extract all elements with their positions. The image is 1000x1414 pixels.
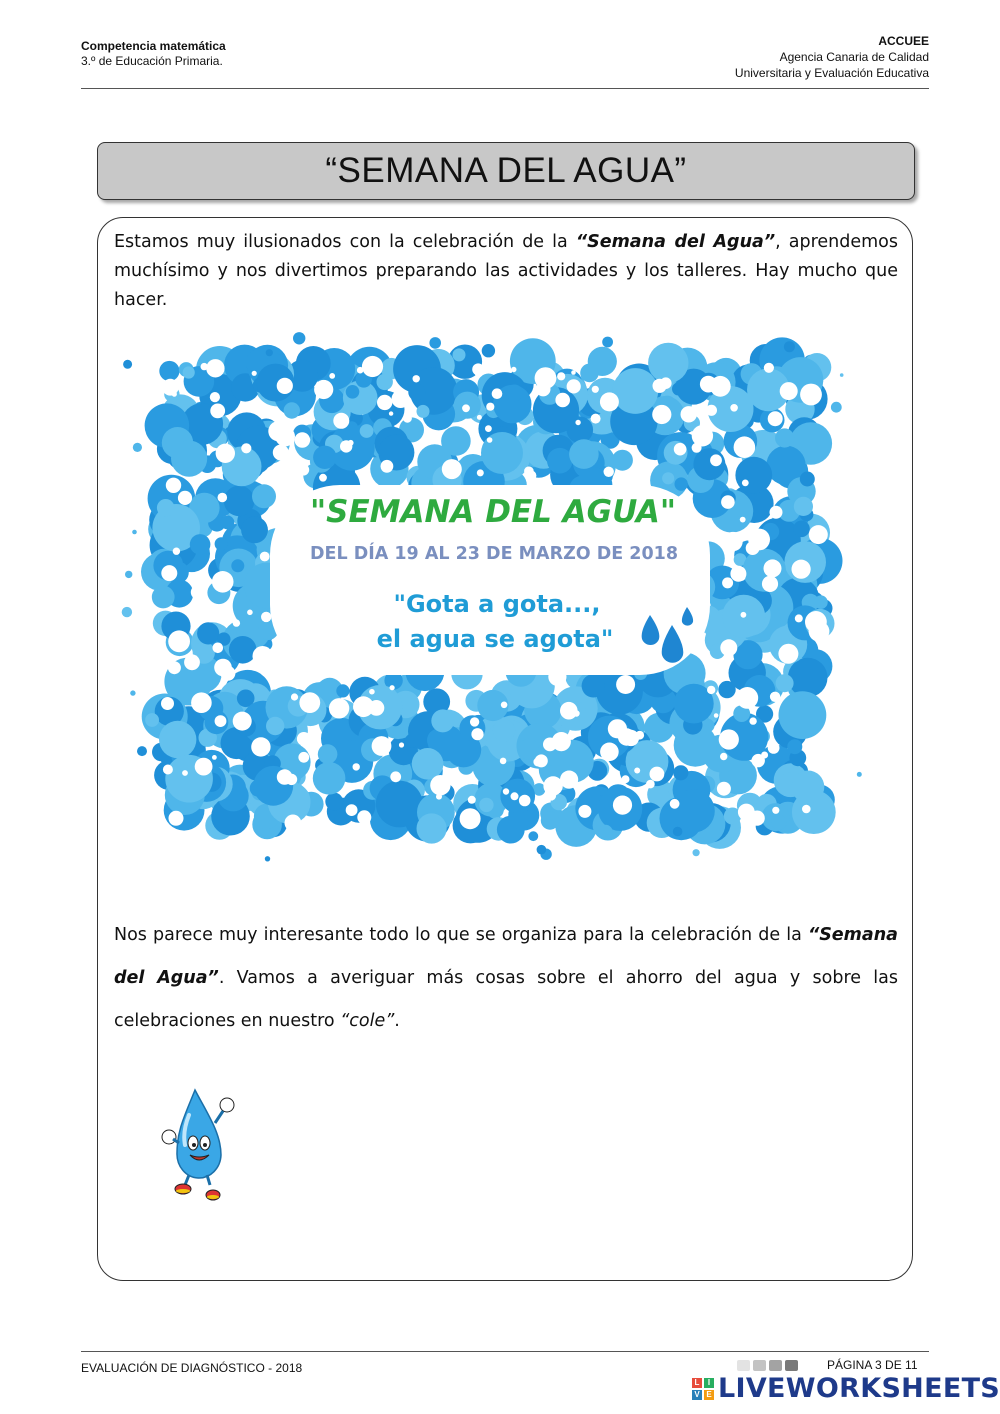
closing-italic: “cole” (340, 1011, 395, 1031)
water-splash (390, 685, 395, 690)
water-splash (313, 446, 336, 469)
water-splash (318, 744, 338, 764)
water-splash (265, 856, 270, 861)
water-splash (736, 687, 758, 709)
water-splash (648, 343, 688, 383)
water-splash (178, 491, 192, 505)
header-right (735, 33, 929, 81)
water-splash (229, 636, 257, 664)
water-splash (429, 337, 441, 349)
water-splash (275, 427, 295, 447)
water-splash (132, 530, 137, 535)
water-splash (299, 692, 320, 713)
poster-slogan-line2: el agua se agota" (376, 625, 614, 653)
water-splash (442, 459, 462, 479)
water-splash (130, 690, 135, 695)
water-splash (417, 405, 430, 418)
water-splash (133, 443, 142, 452)
water-splash (313, 762, 346, 795)
water-splash (730, 404, 738, 412)
water-splash (482, 344, 495, 357)
water-splash (293, 332, 305, 344)
water-splash (377, 374, 393, 390)
water-splash (372, 736, 392, 756)
water-splash (506, 385, 523, 402)
water-splash (184, 654, 200, 670)
water-splash (571, 370, 576, 375)
water-splash (693, 448, 725, 480)
water-splash (492, 388, 503, 399)
water-splash (518, 739, 539, 760)
water-splash (730, 566, 746, 582)
water-splash (346, 385, 360, 399)
water-splash (231, 559, 244, 572)
water-splash (191, 692, 212, 713)
water-splash (183, 366, 195, 378)
title-banner (97, 142, 915, 200)
water-splash (788, 658, 828, 698)
water-splash (526, 471, 536, 481)
water-splash (221, 516, 235, 530)
water-splash (800, 384, 822, 406)
header-agency-line1: Agencia Canaria de Calidad (779, 50, 929, 64)
water-splash (241, 517, 268, 544)
water-splash (291, 693, 298, 700)
water-splash (479, 798, 493, 812)
water-splash (305, 437, 311, 443)
dot (785, 1360, 798, 1371)
logo-letter: L (692, 1378, 702, 1388)
water-splash (216, 444, 235, 463)
water-splash (325, 793, 343, 811)
water-splash (776, 674, 794, 692)
water-splash (251, 737, 270, 756)
water-splash (775, 428, 794, 447)
water-splash (598, 825, 613, 840)
water-splash (273, 445, 289, 461)
water-splash (381, 460, 394, 473)
water-splash (511, 792, 519, 800)
water-splash (266, 349, 273, 356)
water-splash (742, 480, 749, 487)
water-splash (707, 686, 715, 694)
water-splash (241, 443, 251, 453)
poster-dates: DEL DÍA 19 AL 23 DE MARZO DE 2018 (309, 544, 679, 564)
footer-divider (81, 1351, 929, 1352)
water-splash (618, 728, 635, 745)
water-splash (224, 486, 255, 517)
water-splash (673, 765, 688, 780)
water-splash (417, 813, 447, 843)
water-splash (266, 717, 284, 735)
water-splash (764, 363, 774, 373)
water-splash (575, 420, 580, 425)
water-splash (168, 630, 190, 652)
water-splash (159, 361, 179, 381)
water-splash (212, 571, 234, 593)
water-splash (800, 472, 815, 487)
water-splash (735, 457, 772, 494)
water-splash (793, 521, 810, 538)
water-splash (592, 386, 599, 393)
dot (769, 1360, 782, 1371)
water-splash (125, 571, 132, 578)
water-splash (431, 709, 454, 732)
water-splash (169, 811, 184, 826)
water-splash (173, 548, 180, 555)
water-splash (261, 612, 271, 622)
intro-paragraph (114, 228, 898, 315)
header-agency-line2: Universitaria y Evaluación Educativa (734, 66, 929, 80)
water-splash (600, 392, 619, 411)
poster-slogan-line1: "Gota a gota..., (393, 590, 601, 618)
water-splash (122, 607, 132, 617)
water-splash (462, 404, 470, 412)
water-splash (500, 758, 507, 765)
water-splash (771, 815, 786, 830)
water-splash (212, 755, 217, 760)
water-splash (166, 478, 181, 493)
water-splash (794, 497, 813, 516)
water-splash (475, 369, 484, 378)
water-splash (436, 794, 442, 800)
water-splash (738, 804, 755, 821)
water-splash (215, 537, 228, 550)
water-splash (308, 817, 317, 826)
water-splash (182, 770, 188, 776)
water-splash (369, 689, 375, 695)
water-splash (210, 392, 220, 402)
water-splash (681, 406, 697, 422)
water-splash (329, 698, 349, 718)
water-splash (233, 712, 252, 731)
water-splash (195, 758, 213, 776)
water-splash (602, 337, 613, 348)
water-splash (652, 405, 671, 424)
header-divider (81, 88, 929, 89)
water-splash (259, 659, 277, 677)
water-splash (468, 796, 476, 804)
water-splash (675, 477, 688, 490)
water-splash (560, 702, 578, 720)
poster-heading: "SEMANA DEL AGUA" (309, 494, 677, 530)
water-splash (746, 541, 760, 555)
water-splash (768, 411, 783, 426)
header-subject: Competencia matemática (81, 39, 226, 53)
logo-letter: I (704, 1378, 714, 1388)
water-splash (770, 506, 783, 519)
water-splash (279, 470, 299, 490)
water-splash (646, 780, 655, 789)
water-splash (721, 495, 735, 509)
water-splash (377, 395, 392, 410)
water-splash (692, 425, 713, 446)
logo-letter: V (692, 1390, 702, 1400)
water-splash (787, 739, 802, 754)
water-splash (486, 403, 494, 411)
water-splash (172, 392, 177, 397)
water-splash (720, 753, 727, 760)
water-splash (247, 610, 253, 616)
page-number: PÁGINA 3 DE 11 (827, 1358, 918, 1372)
water-splash (157, 499, 175, 517)
water-splash (298, 464, 309, 475)
water-splash (477, 469, 484, 476)
closing-text-3: . (394, 1011, 400, 1031)
water-splash (220, 666, 235, 681)
water-splash (764, 559, 782, 577)
intro-highlight: “Semana del Agua” (575, 232, 776, 252)
water-splash (297, 732, 311, 746)
water-splash (543, 776, 562, 795)
water-splash (470, 717, 479, 726)
water-splash (519, 795, 531, 807)
water-splash (752, 754, 765, 767)
water-splash (578, 805, 591, 818)
water-splash (252, 484, 276, 508)
water-splash (547, 448, 573, 474)
water-splash (191, 585, 205, 599)
water-splash (541, 811, 559, 829)
water-splash (285, 815, 302, 832)
water-splash (604, 467, 614, 477)
water-splash (161, 565, 177, 581)
water-splash (674, 443, 687, 456)
water-splash (831, 402, 842, 413)
water-splash (376, 781, 423, 828)
water-splash (555, 393, 570, 408)
water-splash (795, 614, 803, 622)
water-splash (190, 534, 211, 555)
semana-del-agua-poster (120, 325, 865, 865)
water-splash (582, 674, 605, 697)
water-splash (660, 377, 672, 389)
water-splash (346, 804, 358, 816)
water-splash (814, 595, 828, 609)
water-splash (399, 742, 404, 747)
intro-text-2: , aprendemos muchísimo y nos divertimos preparando las actividades y los talleres. Hay mucho que hacer. (114, 232, 899, 310)
water-splash (723, 532, 742, 551)
water-splash (740, 517, 746, 523)
closing-highlight: “Semana del Agua” (114, 925, 898, 988)
water-splash (650, 767, 665, 782)
water-splash (710, 454, 722, 466)
water-splash (218, 493, 228, 503)
header-agency-short: ACCUEE (878, 34, 929, 48)
water-splash (722, 577, 733, 588)
water-splash (471, 728, 483, 740)
water-splash (252, 371, 257, 376)
water-splash (412, 748, 444, 780)
water-splash (634, 768, 640, 774)
water-splash (333, 413, 349, 429)
water-splash (210, 404, 225, 419)
water-splash (171, 441, 207, 477)
water-splash (197, 622, 219, 644)
water-splash (408, 384, 425, 401)
water-splash (453, 348, 466, 361)
liveworksheets-grid-icon (692, 1378, 714, 1400)
water-splash (487, 437, 493, 443)
water-splash (857, 772, 862, 777)
water-splash (137, 746, 147, 756)
header-left (81, 39, 226, 69)
water-splash (671, 789, 714, 832)
water-splash (569, 439, 599, 469)
water-splash (481, 432, 523, 474)
water-splash (787, 651, 797, 661)
water-splash (792, 771, 825, 804)
water-splash (213, 643, 224, 654)
water-splash (779, 691, 827, 739)
water-splash (340, 440, 352, 452)
water-splash (353, 763, 360, 770)
water-splash (284, 402, 300, 418)
water-splash (314, 380, 333, 399)
water-splash (535, 367, 557, 389)
water-splash (613, 796, 632, 815)
water-splash (591, 414, 601, 424)
water-splash (460, 808, 481, 829)
water-splash (537, 845, 547, 855)
water-splash (390, 771, 401, 782)
water-splash (612, 450, 633, 471)
water-splash (163, 765, 173, 775)
water-splash (535, 754, 548, 767)
water-splash (780, 382, 798, 400)
water-splash (700, 376, 717, 393)
water-splash (662, 472, 674, 484)
water-splash (706, 405, 717, 416)
water-splash (612, 368, 658, 414)
water-splash (159, 721, 196, 758)
water-splash (286, 774, 297, 785)
water-splash (802, 805, 811, 814)
water-splash (557, 372, 565, 380)
water-splash (362, 356, 383, 377)
liveworksheets-logo[interactable] (692, 1373, 1000, 1404)
water-splash (215, 715, 227, 727)
water-splash (528, 831, 538, 841)
progress-dots (737, 1360, 798, 1371)
water-splash (670, 799, 680, 809)
water-splash (741, 612, 747, 618)
water-splash (567, 379, 581, 393)
water-splash (298, 752, 309, 763)
water-splash (336, 684, 349, 697)
water-splash (360, 424, 374, 438)
water-splash (809, 525, 828, 544)
water-splash (622, 775, 630, 783)
water-splash (260, 552, 270, 562)
water-splash (734, 436, 756, 458)
water-splash (714, 713, 719, 718)
water-splash (277, 378, 293, 394)
water-splash (413, 375, 420, 382)
water-splash (552, 732, 571, 751)
water-splash (152, 586, 175, 609)
water-splash (503, 788, 509, 794)
water-splash (477, 415, 482, 420)
intro-text-1: Estamos muy ilusionados con la celebración de la (114, 232, 576, 252)
water-splash (357, 810, 371, 824)
water-splash (762, 576, 778, 592)
water-splash (392, 390, 410, 408)
water-splash (389, 411, 393, 415)
water-splash (450, 691, 465, 706)
water-splash (145, 713, 159, 727)
water-splash (357, 367, 364, 374)
water-splash (616, 675, 635, 694)
water-splash (770, 692, 780, 702)
water-splash (493, 719, 515, 741)
water-splash (719, 729, 739, 749)
water-splash (772, 807, 779, 814)
water-splash (600, 743, 619, 762)
water-splash (720, 639, 737, 656)
water-splash (403, 414, 412, 423)
water-splash (768, 742, 780, 754)
dot (737, 1360, 750, 1371)
water-splash (805, 611, 827, 633)
logo-letter: E (704, 1390, 714, 1400)
closing-paragraph (114, 914, 898, 1043)
closing-text-1: Nos parece muy interesante todo lo que se organiza para la celebración de la (114, 925, 808, 945)
closing-text-2: . Vamos a averiguar más cosas sobre el ahorro del agua y sobre las celebraciones en nuestro (114, 968, 898, 1031)
water-splash (718, 681, 735, 698)
water-splash (161, 697, 174, 710)
water-drop-mascot-icon (155, 1085, 240, 1205)
water-splash (717, 782, 731, 796)
page-title: “SEMANA DEL AGUA” (325, 151, 687, 190)
water-splash (501, 702, 508, 709)
water-splash (329, 373, 335, 379)
water-splash (693, 849, 700, 856)
water-splash (840, 373, 844, 377)
water-splash (485, 425, 492, 432)
water-splash (673, 827, 683, 837)
liveworksheets-wordmark: LIVEWORKSHEETS (718, 1373, 1000, 1404)
water-splash (784, 341, 795, 352)
water-splash (168, 661, 181, 674)
water-splash (319, 474, 327, 482)
footer-left: EVALUACIÓN DE DIAGNÓSTICO - 2018 (81, 1361, 303, 1375)
dot (753, 1360, 766, 1371)
water-splash (511, 367, 516, 372)
water-splash (123, 360, 132, 369)
water-splash (353, 696, 374, 717)
water-splash (792, 560, 811, 579)
water-splash (206, 359, 224, 377)
water-splash (430, 775, 450, 795)
water-splash (233, 619, 240, 626)
water-splash (749, 717, 756, 724)
header-grade: 3.º de Educación Primaria. (81, 54, 223, 68)
water-splash (580, 364, 599, 383)
